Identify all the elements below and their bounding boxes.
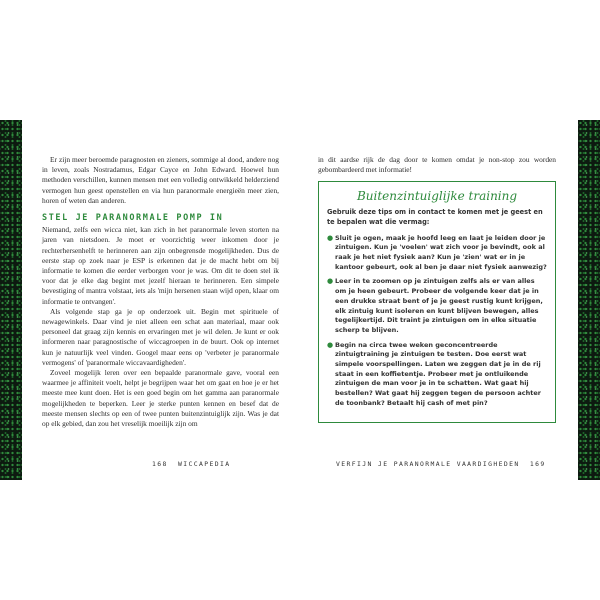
page-number: 169 — [529, 460, 546, 468]
left-page-footer — [152, 460, 230, 468]
running-title: VERFIJN JE PARANORMALE VAARDIGHEDEN — [336, 460, 520, 468]
body-paragraph: Als volgende stap ga je op onderzoek uit. Begin met spirituele of newagewinkels. Daar vind je niet alleen een schat aan materiaal, maar ook personeel dat graag zijn kennis en ervaringen met je wil delen. Je kunt er ook informeren naar paragnostische of wiccagroepen in de buurt. Ook op internet kun je natuurlijk veel vinden. Googel maar eens op 'verbeter je paranormale vermogens' of 'paranormale wiccavaardigheden'. — [42, 306, 279, 367]
tips-box-title: Buitenzintuiglijke training — [356, 189, 518, 204]
tip-text: Begin na circa twee weken geconcentreerde zintuigtraining je zintuigen te testen. Doe eerst wat simpele voorspellingen. Laten we zeggen dat je in de rij staat in een koffietentje. Probeer met je ontluikende zintuigen de man voor je in te schatten. Wat gaat hij bestellen? Wat gaat hij zeggen tegen de persoon achter de toonbank? Betaalt hij cash of met pin? — [335, 340, 541, 407]
page-number: 168 — [152, 460, 168, 468]
right-page-footer — [336, 460, 546, 468]
tip-text: Leer in te zoomen op je zintuigen zelfs als er van alles om je heen gebeurt. Probeer de volgende keer dat je in een drukke straat bent of je je geest rustig kunt krijgen, elk zintuig kunt isoleren en kunt blijven bewegen, alles tegelijkertijd. Dit traint je zintuigen om in elke situatie scherp te blijven. — [335, 277, 543, 334]
bullet-icon: ● — [327, 277, 334, 286]
running-title: WICCAPEDIA — [178, 460, 231, 468]
tip-item — [327, 277, 547, 335]
body-paragraph: Zoveel mogelijk leren over een bepaalde paranormale gave, vooral een waarmee je affiniteit voelt, helpt je begrijpen waar het om gaat en hoe je er het meeste mee kunt doen. Het is een goed begin om het gamma aan paranormale mogelijkheden te beperken. Leer je sterke punten kennen en besef dat de meeste mensen slechts op een of twee punten buitenzintuiglijk zijn. Was je dat op elk gebied, dan zou het vreselijk moeilijk zijn om — [42, 368, 279, 429]
tips-box — [318, 181, 556, 422]
tip-item — [327, 341, 547, 409]
intro-paragraph: Er zijn meer beroemde paragnosten en zieners, sommige al dood, andere nog in leven, zoals Nostradamus, Edgar Cayce en John Edward. Hoewel hun methoden verschillen, kunnen mensen met een volledig ontwikkeld helderziend vermogen hun geest openstellen en via hun paranormale energieën meer zien, horen of weten dan anderen. — [42, 155, 279, 205]
tip-text: Sluit je ogen, maak je hoofd leeg en laat je leiden door je zintuigen. Kun je 'voelen' wat zich voor je bevindt, ook al raak je het niet fysiek aan? Kun je 'zien' wat er in je kantoor gebeurt, ook al ben je daar niet fysiek aanwezig? — [335, 233, 547, 271]
section-heading: STEL JE PARANORMALE POMP IN — [42, 213, 224, 224]
body-paragraph: Niemand, zelfs een wicca niet, kan zich in het paranormale leven storten na jaren van nietsdoen. Je moet er voorzichtig weer inkomen door je rechterhersenhelft te herinneren aan zijn onbegrensde mogelijkheden. Dus de eerste stap op zoek naar je ESP is erkennen dat je de macht hebt om bij informatie te komen die eerder verborgen voor je was. Om dit te doen stel ik voor dat je elke dag begint met jezelf hieraan te herinneren. Een simpele bevestiging of mantra volstaat, iets als 'mijn hersenen staan wijd open, klaar om informatie te ontvangen'. — [42, 225, 279, 306]
right-page-column — [318, 155, 556, 423]
left-page-column — [42, 155, 279, 429]
tips-box-intro: Gebruik deze tips om in contact te komen met je geest en te bepalen wat die vermag: — [327, 208, 543, 226]
right-page-edge-decoration — [578, 120, 600, 480]
tip-item — [327, 234, 547, 273]
bullet-icon: ● — [327, 340, 334, 349]
tips-list — [327, 234, 547, 409]
continuation-paragraph: in dit aardse rijk de dag door te komen omdat je non-stop zou worden gebombardeerd met informatie! — [318, 155, 556, 175]
bullet-icon: ● — [327, 233, 334, 242]
left-page-edge-decoration — [0, 120, 22, 480]
